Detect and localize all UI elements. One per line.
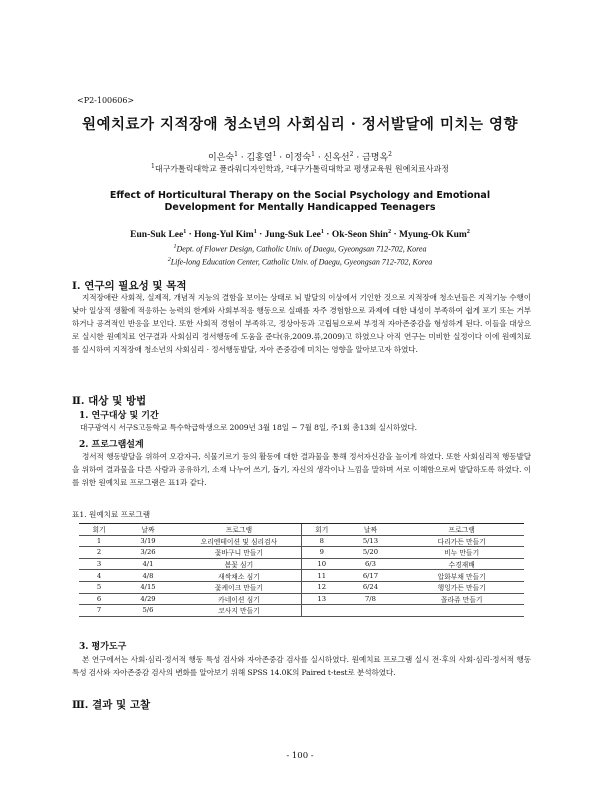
table-cell bbox=[342, 605, 400, 617]
table-cell: 코사지 만들기 bbox=[177, 605, 302, 617]
author-en-5: Myung-Ok Kum bbox=[398, 230, 467, 241]
section-1-paragraph: 지적장애란 사회적, 실제적, 개념적 지능의 결함을 보이는 상태로 뇌 발달의 이상에서 기인한 것으로 지적장애 청소년들은 지적기능 수행이 낮아 일상적 생활에 적응하는 능력의 한계와 사회부적응 행동으로 실패를 자주 경험함으로 과제에 대한 내성이 부족하여 쉽게 포기 또는 거부하거나 공격적인 반응을 보인다. 또한 사회적 경험이 부족하고, 정상아동과 고립됨으로써 부정적 자아존중감을 형성하게 된다. 이들을 대상으로 실시한 원예치료 연구결과 사회심리 정서행동에 도움을 준다(유,2009.류,2009)고 하였으나 아직 연구는 미비한 실정이다 이에 원예치료를 실시하여 지적장애 청소년의 사회심리 · 정서행동발달, 자아 존중감에 미치는 영향을 알아보고자 하였다. bbox=[72, 293, 531, 354]
table-row bbox=[79, 558, 524, 570]
affiliation-korean: $^1$대구가톨릭대학교 플라워디자인학과, ²대구가톨릭대학교 평생교육원 원예치료사과정 bbox=[151, 163, 449, 174]
title-korean: 원예치료가 지적장애 청소년의 사회심리 · 정서발달에 미치는 영향 bbox=[81, 116, 519, 133]
section-3-heading: Ⅲ. 결과 및 고찰 bbox=[72, 699, 151, 711]
authors-korean: 이은숙$^1$ · 김홍열$^1$ · 이정숙$^1$ · 신옥선$^2$ · 금명옥$^2$ bbox=[208, 151, 392, 163]
subsection-1-heading: 1. 연구대상 및 기간 bbox=[79, 411, 159, 421]
th-session-2: 회기 bbox=[301, 524, 341, 536]
author-en-3: Jung-Suk Lee bbox=[264, 230, 321, 241]
table-cell: 봄꽃 심기 bbox=[177, 558, 302, 570]
table-cell: 4/29 bbox=[119, 593, 177, 605]
table-cell: 비누 만들기 bbox=[399, 547, 524, 559]
table-cell: 꽃바구니 만들기 bbox=[177, 547, 302, 559]
table-cell: 새싹채소 심기 bbox=[177, 570, 302, 582]
table-cell: 1 bbox=[79, 535, 119, 547]
author-ko-1: 이은숙 bbox=[208, 153, 235, 163]
table-caption: 표1. 원예치료 프로그램 bbox=[72, 510, 151, 519]
subsection-3-heading: 3. 평가도구 bbox=[79, 642, 127, 652]
subsection-1-text: 대구광역시 서구S고등학교 특수학급학생으로 2009년 3월 18일 ~ 7월 8일, 주1회 총13회 실시하였다. bbox=[80, 423, 417, 432]
table-cell: 10 bbox=[301, 558, 341, 570]
author-en-1: Eun-Suk Lee bbox=[130, 230, 184, 241]
table-cell: 6/24 bbox=[342, 581, 400, 593]
table-row bbox=[79, 570, 524, 582]
table-cell: 7 bbox=[79, 605, 119, 617]
table-row bbox=[79, 535, 524, 547]
table-cell: 오리엔테이션 및 심리검사 bbox=[177, 535, 302, 547]
subsection-2-heading: 2. 프로그램설계 bbox=[79, 440, 144, 450]
table-header-row bbox=[79, 524, 524, 536]
table-cell: 12 bbox=[301, 581, 341, 593]
table-cell: 5/13 bbox=[342, 535, 400, 547]
subsection-3-text: 본 연구에서는 사회·심리·정서적 행동 특성 검사와 자아존중감 검사를 실시하였다. 원예치료 프로그램 실시 전·후의 사회·심리·정서적 행동특성 검사와 자아존중감 검사의 변화를 알아보기 위해 SPSS 14.0K의 Paired t-test로 분석하였다. bbox=[72, 655, 531, 677]
table-cell: 6 bbox=[79, 593, 119, 605]
table-cell: 3/26 bbox=[119, 547, 177, 559]
table-cell: 카네이션 심기 bbox=[177, 593, 302, 605]
page-number: - 100 - bbox=[286, 751, 314, 761]
table-cell: 다리가든 만들기 bbox=[399, 535, 524, 547]
table-cell: 4/8 bbox=[119, 570, 177, 582]
author-ko-3: 이정숙 bbox=[285, 153, 312, 163]
author-ko-5: 금명옥 bbox=[362, 153, 389, 163]
title-english: Effect of Horticultural Therapy on the Social Psychology and Emotional Development for Mentally Handicapped Teenagers bbox=[109, 190, 491, 213]
table-cell: 9 bbox=[301, 547, 341, 559]
th-program-2: 프로그램 bbox=[399, 524, 524, 536]
author-en-4: Ok-Seon Shin bbox=[331, 230, 389, 241]
section-1-heading: Ⅰ. 연구의 필요성 및 목적 bbox=[72, 280, 187, 292]
table-cell: 수경재배 bbox=[399, 558, 524, 570]
abstract-code: <P2-100606> bbox=[77, 96, 135, 105]
table-cell: 꽃케이크 만들기 bbox=[177, 581, 302, 593]
table-cell: 7/8 bbox=[342, 593, 400, 605]
table-cell: 꼴라쥬 만들기 bbox=[399, 593, 524, 605]
table-row bbox=[79, 581, 524, 593]
table-row bbox=[79, 547, 524, 559]
table-cell bbox=[399, 605, 524, 617]
author-ko-4: 신옥선 bbox=[323, 153, 350, 163]
table-cell bbox=[301, 605, 341, 617]
table-cell: 4/1 bbox=[119, 558, 177, 570]
table-cell: 4/15 bbox=[119, 581, 177, 593]
table-cell: 11 bbox=[301, 570, 341, 582]
author-ko-2: 김홍열 bbox=[246, 153, 273, 163]
table-cell: 행잉가든 만들기 bbox=[399, 581, 524, 593]
table-cell: 압화부채 만들기 bbox=[399, 570, 524, 582]
table-cell: 8 bbox=[301, 535, 341, 547]
table-cell: 6/3 bbox=[342, 558, 400, 570]
table-row bbox=[79, 605, 524, 617]
th-date-2: 날짜 bbox=[342, 524, 400, 536]
th-program: 프로그램 bbox=[177, 524, 302, 536]
table-cell: 5/20 bbox=[342, 547, 400, 559]
table-cell: 3 bbox=[79, 558, 119, 570]
subsection-2-text: 정서적 행동발달을 위하여 오감자극, 식물기르기 등의 활동에 대한 결과물을 통해 정서자신감을 높이게 하였다. 또한 사회심리적 행동발달을 위하여 결과물을 다른 사람과 공유하기, 소재 나누어 쓰기, 돕기, 자신의 생각이나 느낌을 말하며 서로 이해함으로써 발달하도록 하였다. 이를 위한 원예치료 프로그램은 표1과 같다. bbox=[72, 452, 531, 487]
table-cell: 13 bbox=[301, 593, 341, 605]
table-cell: 3/19 bbox=[119, 535, 177, 547]
section-2-heading: Ⅱ. 대상 및 방법 bbox=[72, 395, 147, 407]
program-table bbox=[79, 523, 524, 617]
author-en-2: Hong-Yul Kim bbox=[194, 230, 254, 241]
table-cell: 5 bbox=[79, 581, 119, 593]
table-body bbox=[79, 535, 524, 616]
affiliation-english: $^1$Dept. of Flower Design, Catholic Univ. of Daegu, Gyeongsan 712-702, Korea $^2$Life-long Education Center, Catholic Univ. of Daegu, Gyeongsan 712-702, Korea bbox=[167, 244, 433, 267]
table-cell: 6/17 bbox=[342, 570, 400, 582]
table-cell: 4 bbox=[79, 570, 119, 582]
authors-english: Eun-Suk Lee$^1$ · Hong-Yul Kim$^1$ · Jung-Suk Lee$^1$ · Ok-Seon Shin$^2$ · Myung-Ok Kum$^2$ bbox=[130, 229, 470, 241]
table-cell: 2 bbox=[79, 547, 119, 559]
table-cell: 5/6 bbox=[119, 605, 177, 617]
th-date: 날짜 bbox=[119, 524, 177, 536]
th-session: 회기 bbox=[79, 524, 119, 536]
table-row bbox=[79, 593, 524, 605]
